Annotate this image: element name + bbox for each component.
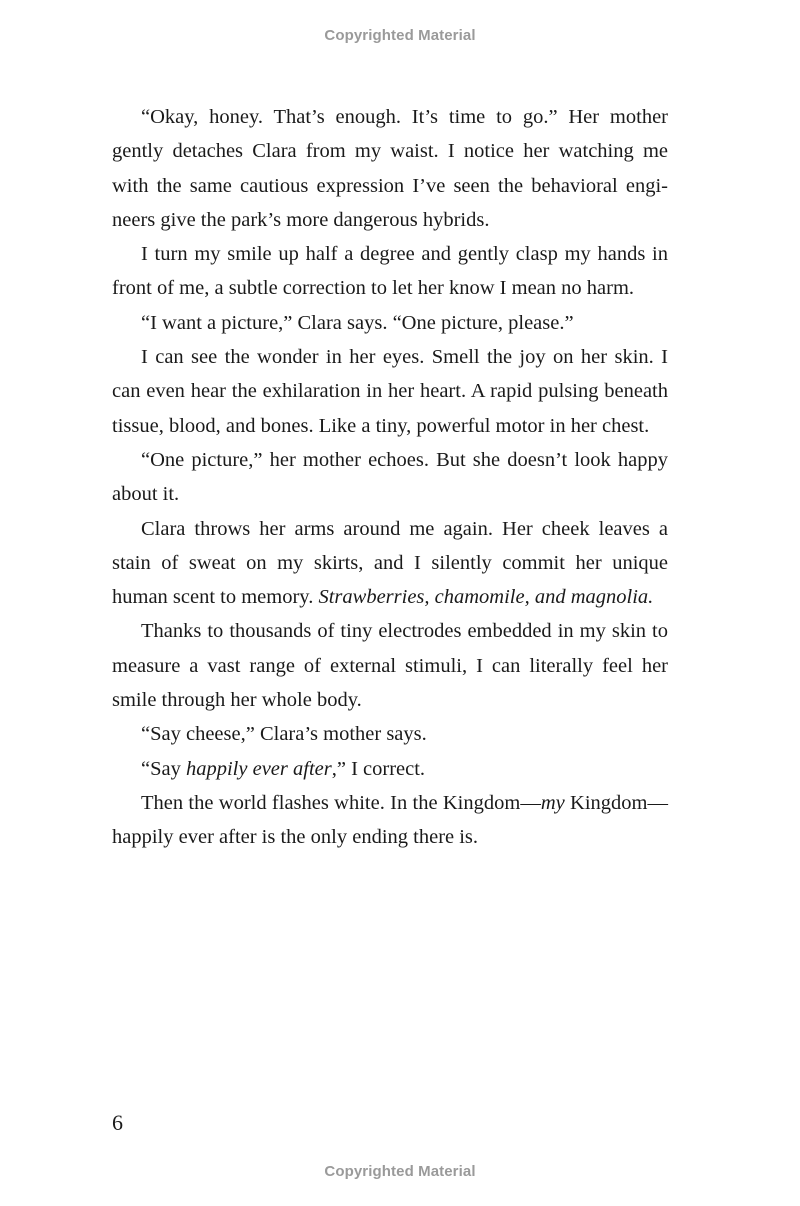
paragraph-text-after: ,” I correct.	[331, 757, 426, 780]
paragraph-text: “One picture,” her mother echoes. But she doesn’t look happy about it.	[112, 448, 668, 506]
paragraph-text: “Say cheese,” Clara’s mother says.	[141, 723, 427, 746]
copyright-watermark-bottom: Copyrighted Material	[324, 1163, 476, 1180]
paragraph-italic: happily ever after	[185, 757, 332, 780]
page-number: 6	[112, 1110, 123, 1135]
paragraph	[112, 100, 668, 237]
paragraph	[112, 237, 668, 306]
paragraph	[112, 306, 668, 340]
paragraph-text: I turn my smile up half a degree and gently clasp my hands in front of me, a subtle correction to let her know I mean no harm.	[112, 243, 668, 300]
paragraph-text-before: Then the world flashes white. In the Kingdom—	[141, 791, 541, 814]
paragraph-text: “I want a picture,” Clara says. “One picture, please.”	[141, 311, 574, 334]
paragraph	[112, 512, 668, 615]
paragraph-italic: Strawberries, chamomile, and magnolia.	[318, 586, 654, 609]
paragraph	[112, 443, 668, 512]
paragraph-text: I can see the wonder in her eyes. Smell the joy on her skin. I can even hear the exhilaration in her heart. A rapid pulsing beneath tissue, blood, and bones. Like a tiny, powerful motor in her chest.	[112, 346, 668, 437]
paragraph	[112, 752, 668, 786]
paragraph-text-before: “Say	[141, 757, 186, 780]
paragraph	[112, 340, 668, 443]
paragraph-italic: my	[540, 791, 565, 814]
paragraph	[112, 614, 668, 717]
paragraph-text: Clara throws her arms around me again. Her cheek leaves a stain of sweat on my skirts, and I silently commit her unique human scent to memory.	[112, 517, 668, 609]
copyright-watermark-top: Copyrighted Material	[324, 27, 476, 44]
paragraph-text: Thanks to thousands of tiny electrodes embedded in my skin to measure a vast range of external stimuli, I can literally feel her smile through her whole body.	[112, 620, 668, 712]
paragraph	[112, 786, 668, 855]
page-body	[112, 100, 668, 855]
paragraph	[112, 717, 668, 751]
paragraph-text-after: Kingdom—happily ever after is the only ending there is.	[112, 791, 668, 849]
paragraph-text: “Okay, honey. That’s enough. It’s time to go.” Her mother gently detaches Clara from my waist. I notice her watching me with the same cautious expression I’ve seen the behavioral engineers give the park’s more dangerous hybrids.	[112, 106, 668, 231]
